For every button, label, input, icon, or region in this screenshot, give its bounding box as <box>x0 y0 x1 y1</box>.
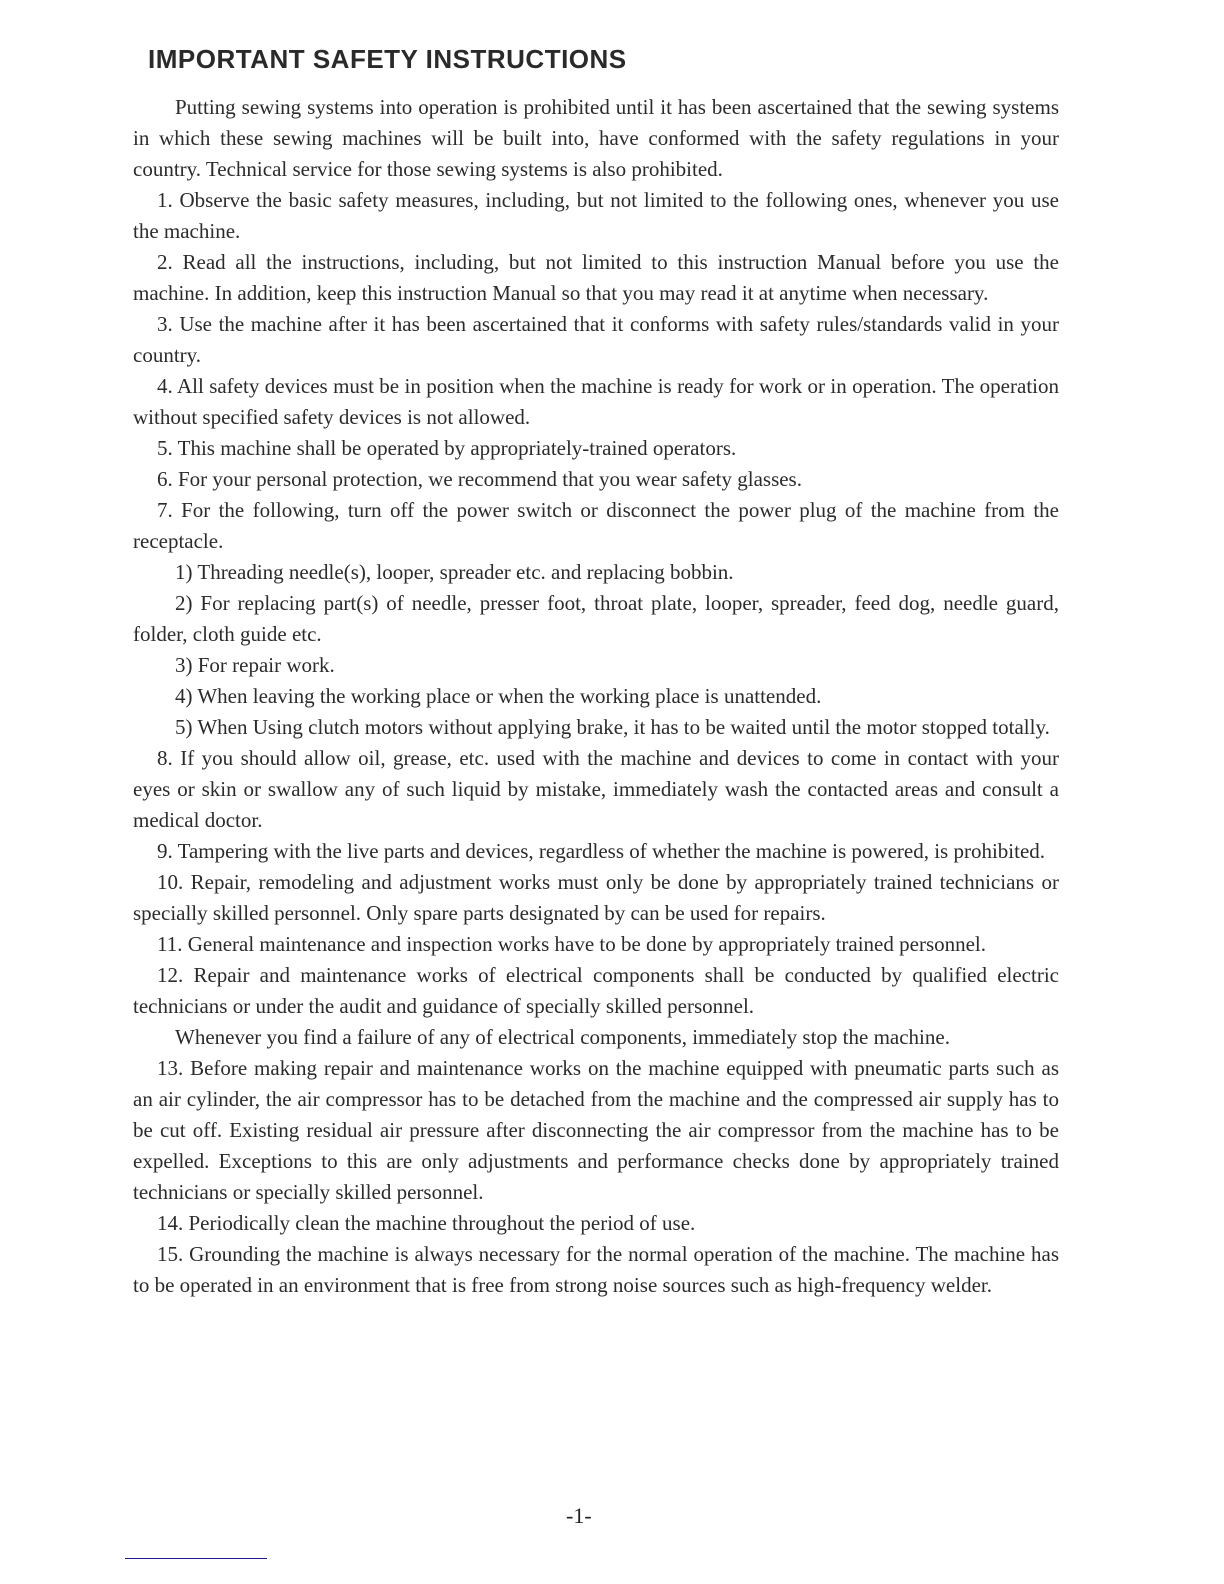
instruction-paragraph: 1. Observe the basic safety measures, including, but not limited to the following ones, whenever you use the machine. <box>133 188 1059 243</box>
footnote-rule <box>125 1558 267 1559</box>
page-number: -1- <box>566 1503 592 1528</box>
instruction-paragraph: 3) For repair work. <box>175 653 335 677</box>
instruction-paragraph: 9. Tampering with the live parts and devices, regardless of whether the machine is powered, is prohibited. <box>157 839 1046 863</box>
instruction-paragraph: 11. General maintenance and inspection works have to be done by appropriately trained personnel. <box>157 932 987 956</box>
instruction-paragraph: 6. For your personal protection, we recommend that you wear safety glasses. <box>157 467 802 491</box>
page-title: IMPORTANT SAFETY INSTRUCTIONS <box>148 44 627 74</box>
instruction-paragraph: 4) When leaving the working place or when the working place is unattended. <box>175 684 822 708</box>
instruction-paragraph: 15. Grounding the machine is always necessary for the normal operation of the machine. The machine has to be operated in an environment that is free from strong noise sources such as high-frequency welder. <box>133 1242 1059 1297</box>
instruction-paragraph: 12. Repair and maintenance works of electrical components shall be conducted by qualified electric technicians or under the audit and guidance of specially skilled personnel. <box>133 963 1059 1018</box>
instruction-paragraph: 1) Threading needle(s), looper, spreader etc. and replacing bobbin. <box>175 560 734 584</box>
instruction-paragraph: Putting sewing systems into operation is prohibited until it has been ascertained that the sewing systems in which these sewing machines will be built into, have conformed with the safety regulations in your country. Technical service for those sewing systems is also prohibited. <box>133 95 1059 181</box>
instruction-paragraph: 14. Periodically clean the machine throughout the period of use. <box>157 1211 696 1235</box>
instruction-paragraph: 3. Use the machine after it has been ascertained that it conforms with safety rules/standards valid in your country. <box>133 312 1059 367</box>
instruction-paragraph: 2. Read all the instructions, including, but not limited to this instruction Manual before you use the machine. In addition, keep this instruction Manual so that you may read it at anytime when necessary. <box>133 250 1059 305</box>
instructions-body <box>133 92 1059 1301</box>
instruction-paragraph: 2) For replacing part(s) of needle, presser foot, throat plate, looper, spreader, feed dog, needle guard, folder, cloth guide etc. <box>133 591 1059 646</box>
instruction-paragraph: 5. This machine shall be operated by appropriately-trained operators. <box>157 436 737 460</box>
instruction-paragraph: 13. Before making repair and maintenance works on the machine equipped with pneumatic parts such as an air cylinder, the air compressor has to be detached from the machine and the compressed air supply has to be cut off. Existing residual air pressure after disconnecting the air compressor from the machine has to be expelled. Exceptions to this are only adjustments and performance checks done by appropriately trained technicians or specially skilled personnel. <box>133 1056 1059 1204</box>
instruction-paragraph: 4. All safety devices must be in position when the machine is ready for work or in operation. The operation without specified safety devices is not allowed. <box>133 374 1059 429</box>
instruction-paragraph: 10. Repair, remodeling and adjustment works must only be done by appropriately trained technicians or specially skilled personnel. Only spare parts designated by can be used for repairs. <box>133 870 1059 925</box>
instruction-paragraph: 8. If you should allow oil, grease, etc. used with the machine and devices to come in contact with your eyes or skin or swallow any of such liquid by mistake, immediately wash the contacted areas and consult a medical doctor. <box>133 746 1059 832</box>
instruction-paragraph: 7. For the following, turn off the power switch or disconnect the power plug of the machine from the receptacle. <box>133 498 1059 553</box>
instruction-paragraph: Whenever you find a failure of any of electrical components, immediately stop the machine. <box>175 1025 950 1049</box>
instruction-paragraph: 5) When Using clutch motors without applying brake, it has to be waited until the motor stopped totally. <box>175 715 1050 739</box>
